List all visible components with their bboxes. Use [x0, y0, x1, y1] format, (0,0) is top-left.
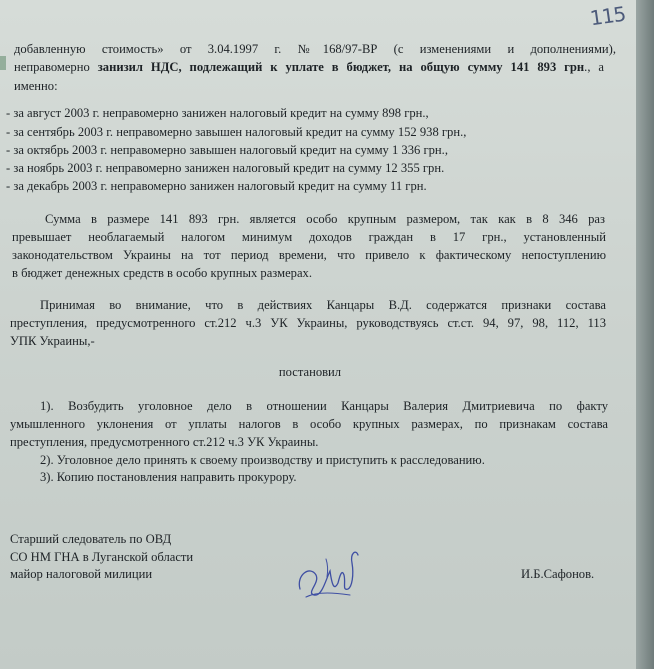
list-item-september: - за сентябрь 2003 г. неправомерно завышен налоговый кредит на сумму 152 938 грн., [6, 125, 467, 139]
para2-line-1: Принимая во внимание, что в действиях Канцары В.Д. содержатся признаки состава [40, 298, 606, 312]
decision-item-1-line-1: 1). Возбудить уголовное дело в отношении Канцары Валерия Дмитриевича по факту [40, 399, 608, 413]
handwritten-signature [292, 545, 364, 603]
decision-item-1-line-3: преступления, предусмотренного ст.212 ч.3 УК Украины. [10, 435, 319, 449]
decision-item-1-line-2: умышленного уклонения от уплаты налогов в особо крупных размерах, по признакам состава [10, 417, 608, 431]
para1-line-3: законодательством Украины на тот период времени, что привело к фактическому непоступлению [12, 248, 606, 262]
intro-line-2-bold: занизил НДС, подлежащий к уплате в бюджет, на общую сумму 141 893 грн [97, 60, 585, 74]
para1-line-1: Сумма в размере 141 893 грн. является особо крупным размером, так как в 8 346 раз [45, 212, 605, 226]
list-item-november: - за ноябрь 2003 г. неправомерно занижен налоговый кредит на сумму 12 355 грн. [6, 161, 445, 175]
signatory-title-line-2: СО НМ ГНА в Луганской области [10, 550, 194, 564]
intro-line-2 [14, 59, 604, 75]
page-folio-number: 115 [588, 1, 627, 31]
signatory-title-line-1: Старший следователь по ОВД [10, 532, 172, 546]
signatory-title-line-3: майор налоговой милиции [10, 567, 153, 581]
margin-mark [0, 56, 6, 70]
list-item-august: - за август 2003 г. неправомерно занижен налоговый кредит на сумму 898 грн., [6, 106, 429, 120]
intro-line-3: именно: [14, 79, 58, 93]
decision-item-2: 2). Уголовное дело принять к своему производству и приступить к расследованию. [40, 453, 485, 467]
decision-item-3: 3). Копию постановления направить прокурору. [40, 470, 297, 484]
list-item-october: - за октябрь 2003 г. неправомерно завышен налоговый кредит на сумму 1 336 грн., [6, 143, 448, 157]
list-item-december: - за декабрь 2003 г. неправомерно занижен налоговый кредит на сумму 11 грн. [6, 179, 427, 193]
decision-heading: постановил [278, 365, 342, 379]
para1-line-4: в бюджет денежных средств в особо крупных размерах. [12, 266, 312, 280]
para2-line-2: преступления, предусмотренного ст.212 ч.3 УК Украины, руководствуясь ст.ст. 94, 97, 98, 112, 113 [10, 316, 606, 330]
intro-line-1: добавленную стоимость» от 3.04.1997 г. №168/97-ВР (с изменениями и дополнениями), [14, 42, 616, 56]
para2-line-3: УПК Украины,- [10, 334, 95, 348]
para1-line-2: превышает необлагаемый налогом минимум доходов граждан в 17 грн., установленный [12, 230, 606, 244]
page-edge-shadow [636, 0, 654, 669]
signatory-name: И.Б.Сафонов. [521, 567, 595, 581]
intro-line-2-post: ., а [584, 60, 604, 74]
intro-line-2-pre: неправомерно [14, 60, 98, 74]
